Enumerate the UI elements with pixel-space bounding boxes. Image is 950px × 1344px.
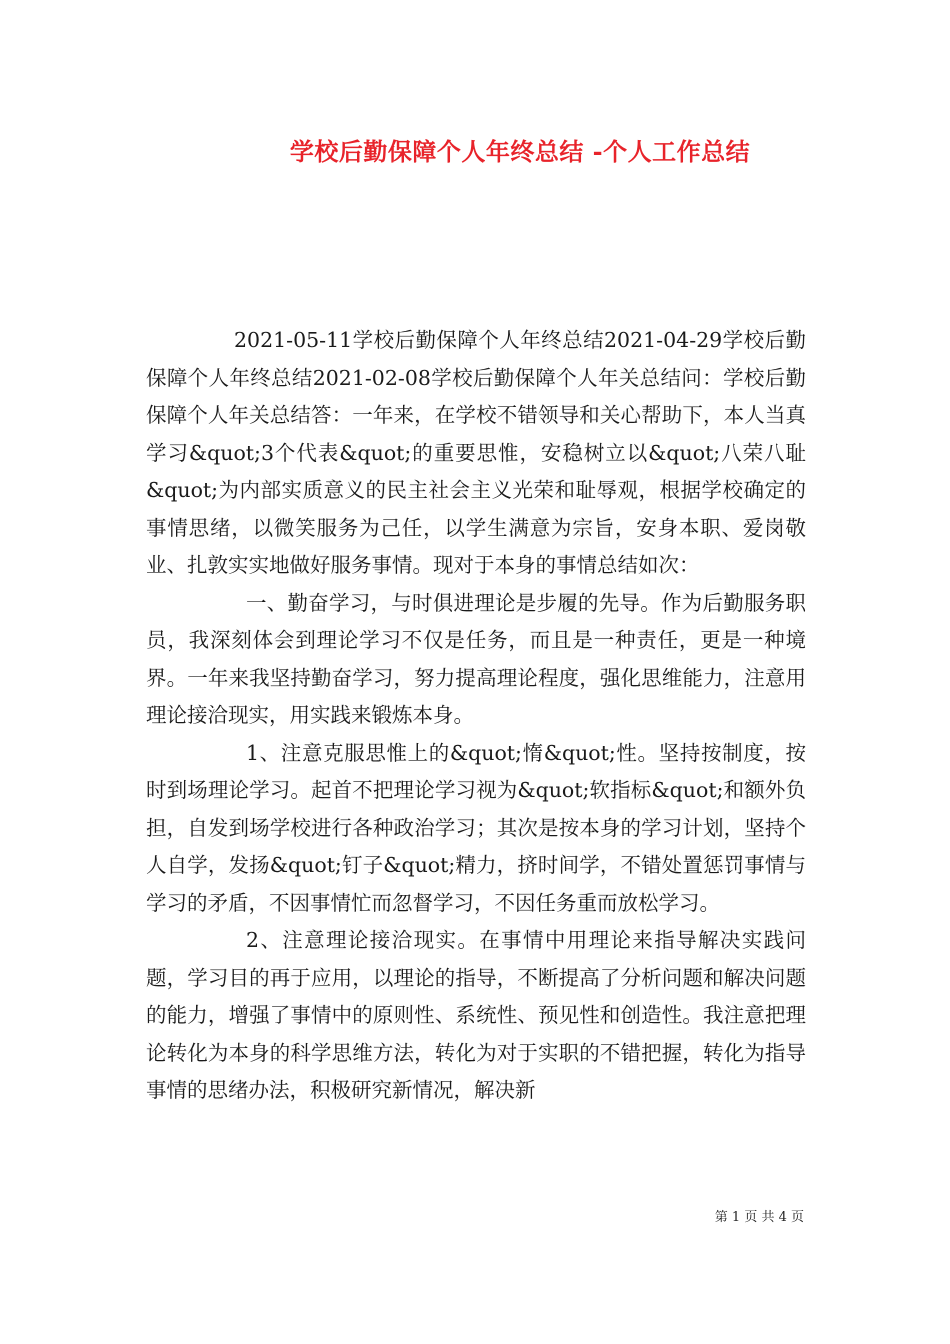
page-number: 第 1 页 共 4 页 [714, 1210, 804, 1225]
paragraph-intro: 2021-05-11学校后勤保障个人年终总结2021-04-29学校后勤保障个人年终总结2021-02-08学校后勤保障个人年关总结问：学校后勤保障个人年关总结答：一年来，在学校不错领导和关心帮助下，本人当真学习&quot;3个代表&quot;的重要思惟，安稳树立以&quot;八荣八耻&quot;为内部实质意义的民主社会主义光荣和耻辱观，根据学校确定的事情思绪，以微笑服务为己任，以学生满意为宗旨，安身本职、爱岗敬业、扎敦实实地做好服务事情。现对于本身的事情总结如次： [146, 328, 806, 577]
document-body [146, 322, 806, 1110]
document-title: 学校后勤保障个人年终总结 -个人工作总结 [289, 137, 751, 166]
paragraph-item-1: 1、注意克服思惟上的&quot;惰&quot;性。坚持按制度，按时到场理论学习。起首不把理论学习视为&quot;软指标&quot;和额外负担，自发到场学校进行各种政治学习；其次是按本身的学习计划，坚持个人自学，发扬&quot;钉子&quot;精力，挤时间学，不错处置惩罚事情与学习的矛盾，不因事情忙而忽督学习，不因任务重而放松学习。 [146, 740, 806, 915]
paragraph-section-1: 一、勤奋学习，与时俱进理论是步履的先导。作为后勤服务职员，我深刻体会到理论学习不仅是任务，而且是一种责任，更是一种境界。一年来我坚持勤奋学习，努力提高理论程度，强化思维能力，注意用理论接洽现实，用实践来锻炼本身。 [146, 590, 806, 727]
paragraph-item-2: 2、注意理论接洽现实。在事情中用理论来指导解决实践问题，学习目的再于应用，以理论的指导，不断提高了分析问题和解决问题的能力，增强了事情中的原则性、系统性、预见性和创造性。我注意把理论转化为本身的科学思维方法，转化为对于实职的不错把握，转化为指导事情的思绪办法，积极研究新情况，解决新 [146, 928, 806, 1102]
